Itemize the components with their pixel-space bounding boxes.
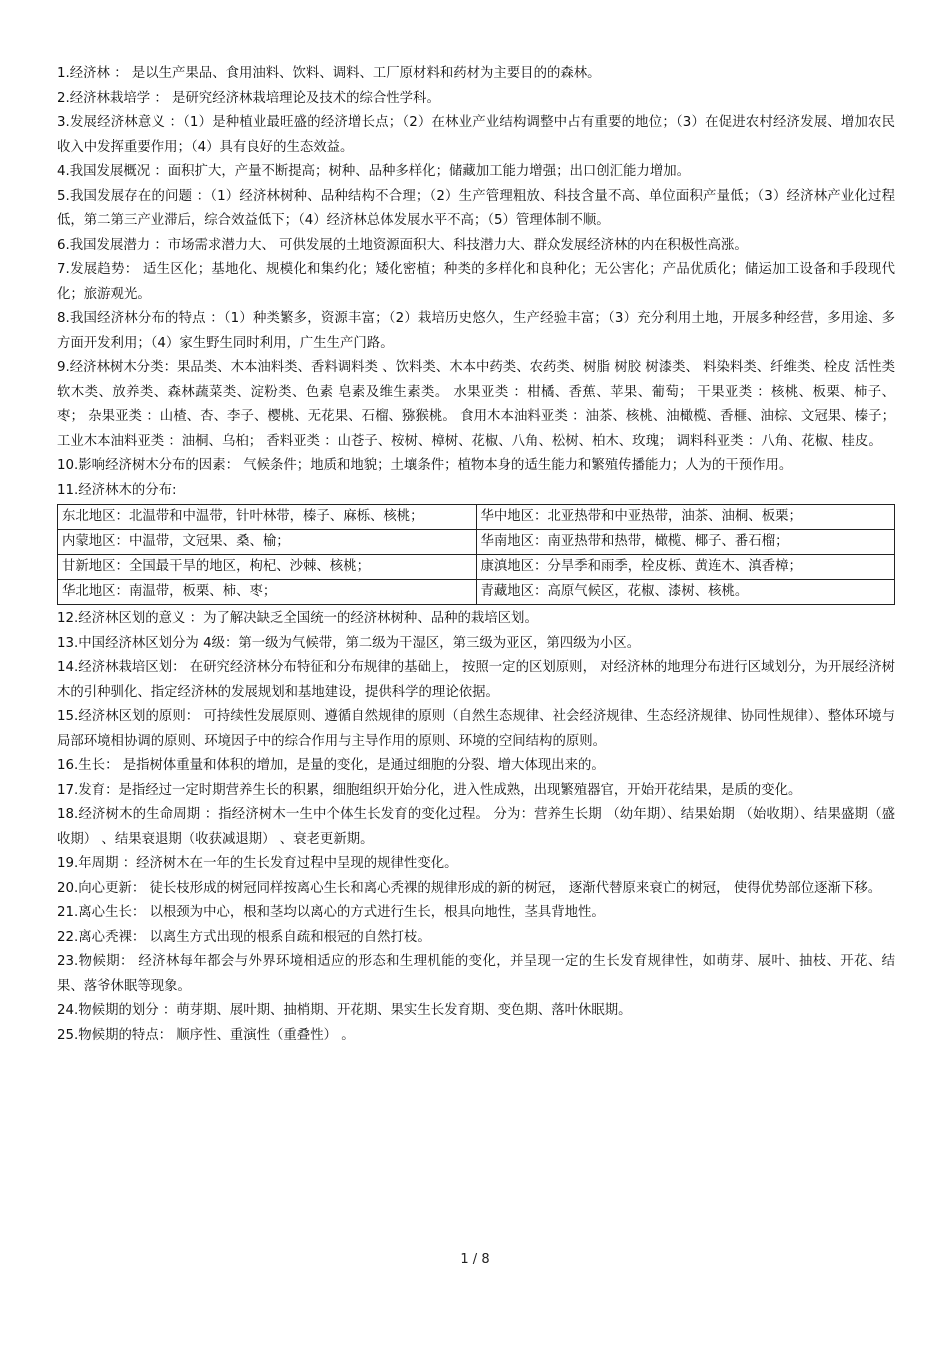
table-cell: 青藏地区：高原气候区，花椒、漆树、核桃。 [476, 580, 895, 605]
table-cell: 华南地区：南亚热带和热带，橄榄、椰子、番石榴； [476, 530, 895, 555]
paragraph: 1.经济林 ： 是以生产果品、食用油料、饮料、调料、工厂原材料和药材为主要目的的森林。 [57, 66, 601, 81]
table-row [58, 530, 895, 555]
table-cell: 甘新地区：全国最干旱的地区，枸杞、沙棘、核桃； [58, 555, 477, 580]
paragraph: 3.发展经济林意义 ：（1）是种植业最旺盛的经济增长点；（2）在林业产业结构调整中占有重要的地位；（3）在促进农村经济发展、增加农民收入中发挥重要作用；（4）具有良好的生态效益。 [57, 115, 895, 155]
paragraph: 18.经济树木的生命周期 ：指经济树木一生中个体生长发育的变化过程。 分为：营养生长期 （幼年期）、结果始期 （始收期）、结果盛期（盛收期） 、结果衰退期（收获减退期） 、衰老更新期。 [57, 807, 895, 847]
table-title: 11.经济林木的分布: [57, 482, 177, 498]
table-row [58, 505, 895, 530]
table-cell: 华中地区：北亚热带和中亚热带，油茶、油桐、板栗； [476, 505, 895, 530]
paragraph: 16.生长： 是指树体重量和体积的增加，是量的变化，是通过细胞的分裂、增大体现出来的。 [57, 758, 605, 773]
paragraph: 19.年周期 ：经济树木在一年的生长发育过程中呈现的规律性变化。 [57, 856, 458, 871]
paragraph: 6.我国发展潜力 ：市场需求潜力大、 可供发展的土地资源面积大、科技潜力大、群众发展经济林的内在积极性高涨。 [57, 237, 748, 253]
paragraph: 22.离心秃裸： 以离生方式出现的根系自疏和根冠的自然打枝。 [57, 929, 431, 945]
paragraphs-before [57, 62, 895, 479]
paragraph: 23.物候期： 经济林每年都会与外界环境相适应的形态和生理机能的变化，并呈现一定的生长发育规律性，如萌芽、展叶、抽枝、开花、结果、落爷休眠等现象。 [57, 954, 895, 994]
paragraph: 4.我国发展概况 ：面积扩大，产量不断提高；树种、品种多样化；储藏加工能力增强；出口创汇能力增加。 [57, 164, 690, 179]
paragraph: 15.经济林区划的原则： 可持续性发展原则、遵循自然规律的原则（自然生态规律、社会经济规律、生态经济规律、协同性规律）、整体环境与局部环境相协调的原则、环境因子中的综合作用与主导作用的原则、环境的空间结构的原则。 [57, 709, 895, 749]
paragraph: 10.影响经济树木分布的因素： 气候条件；地质和地貌；土壤条件；植物本身的适生能力和繁殖传播能力；人为的干预作用。 [57, 458, 793, 473]
document-page [57, 62, 895, 1048]
table-row [58, 580, 895, 605]
table-row [58, 555, 895, 580]
paragraph: 24.物候期的划分 ：萌芽期、展叶期、抽梢期、开花期、果实生长发育期、变色期、落叶休眠期。 [57, 1003, 632, 1018]
paragraph: 21.离心生长： 以根颈为中心，根和茎均以离心的方式进行生长，根具向地性，茎具背地性。 [57, 905, 605, 920]
table-cell: 内蒙地区：中温带，文冠果、桑、榆； [58, 530, 477, 555]
table-cell: 东北地区：北温带和中温带，针叶林带，榛子、麻栎、核桃； [58, 505, 477, 530]
paragraph: 14.经济林栽培区划： 在研究经济林分布特征和分布规律的基础上， 按照一定的区划原则， 对经济林的地理分布进行区域划分，为开展经济树木的引种驯化、指定经济林的发展规划和基地建设，提供科学的理论依据。 [57, 660, 895, 700]
paragraph: 7.发展趋势： 适生区化；基地化、规模化和集约化；矮化密植；种类的多样化和良种化；无公害化；产品优质化；储运加工设备和手段现代化；旅游观光。 [57, 262, 895, 302]
paragraph: 25.物候期的特点： 顺序性、重演性（重叠性） 。 [57, 1027, 355, 1043]
paragraph: 12.经济林区划的意义 ：为了解决缺乏全国统一的经济林树种、品种的栽培区划。 [57, 611, 538, 626]
paragraph: 17.发育：是指经过一定时期营养生长的积累，细胞组织开始分化，进入性成熟，出现繁殖器官，开始开花结果，是质的变化。 [57, 782, 802, 798]
paragraph: 2.经济林栽培学 ： 是研究经济林栽培理论及技术的综合性学科。 [57, 90, 440, 106]
paragraph: 9.经济林树木分类：果品类、木本油料类、香料调料类 、饮料类、木本中药类、农药类、树脂 树胶 树漆类、 料染料类、纤维类、栓皮 活性类 软木类、放养类、森林蔬菜类、淀粉类、色素 皂素及维生素类。 水果亚类 ：柑橘、香蕉、苹果、葡萄； 干果亚类 ：核桃、板栗、柿子、枣； 杂果亚类 ：山楂、杏、李子、樱桃、无花果、石榴、猕猴桃。 食用木本油料亚类 ：油茶、核桃、油橄榄、香榧、油棕、文冠果、榛子； 工业木本油料亚类 ：油桐、乌桕； 香料亚类 ：山苍子、桉树、樟树、花椒、八角、松树、柏木、玫瑰； 调料科亚类 ：八角、花椒、桂皮。 [57, 360, 895, 449]
table-cell: 华北地区：南温带，板栗、柿、枣； [58, 580, 477, 605]
distribution-table [57, 504, 895, 605]
paragraphs-after [57, 607, 895, 1048]
page-number: 1 / 8 [460, 1252, 490, 1267]
paragraph: 20.向心更新： 徒长枝形成的树冠同样按离心生长和离心秃裸的规律形成的新的树冠， 逐渐代替原来衰亡的树冠， 使得优势部位逐渐下移。 [57, 880, 882, 896]
paragraph: 5.我国发展存在的问题 ：（1）经济林树种、品种结构不合理；（2）生产管理粗放、科技含量不高、单位面积产量低；（3）经济林产业化过程低，第二第三产业滞后，综合效益低下；（4）经济林总体发展水平不高；（5）管理体制不顺。 [57, 188, 895, 228]
table-cell: 康滇地区：分旱季和雨季，栓皮栎、黄连木、滇香樟； [476, 555, 895, 580]
paragraph: 13.中国经济林区划分为 4级：第一级为气候带，第二级为干湿区，第三级为亚区，第四级为小区。 [57, 635, 641, 651]
paragraph: 8.我国经济林分布的特点 ：（1）种类繁多，资源丰富；（2）栽培历史悠久，生产经验丰富；（3）充分利用土地，开展多种经营，多用途、多方面开发利用；（4）家生野生同时利用，广生生产门路。 [57, 311, 895, 351]
